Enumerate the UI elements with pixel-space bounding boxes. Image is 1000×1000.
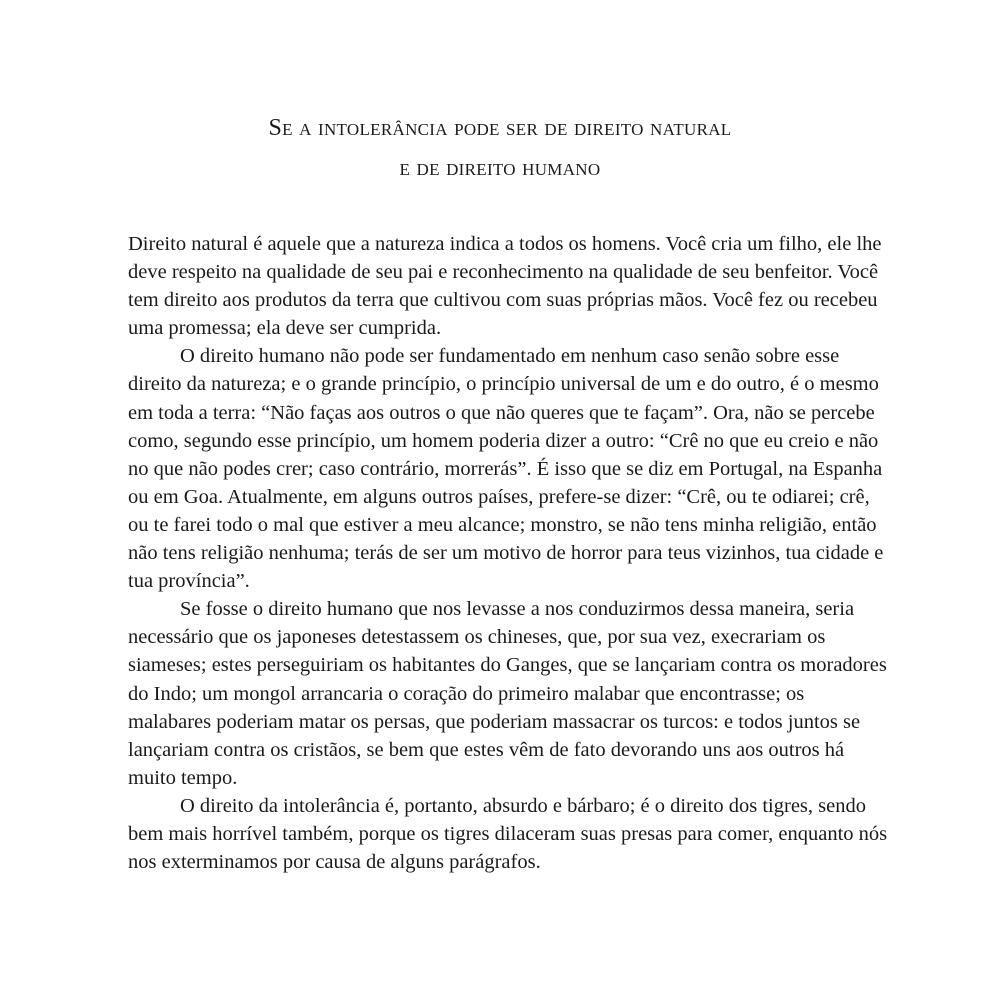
paragraph-1: Direito natural é aquele que a natureza indica a todos os homens. Você cria um filho, ele lhe deve respeito na qualidade de seu pai e reconhecimento na qualidade de seu benfeitor. Você tem direito aos produtos da terra que cultivou com suas próprias mãos. Você fez ou recebeu uma promessa; ela deve ser cumprida. — [128, 233, 882, 340]
chapter-body — [128, 230, 888, 876]
paragraph-4: O direito da intolerância é, portanto, absurdo e bárbaro; é o direito dos tigres, sendo bem mais horrível também, porque os tigres dilaceram suas presas para comer, enquanto nós nos exterminamos por causa de alguns parágrafos. — [128, 794, 888, 874]
paragraph-3: Se fosse o direito humano que nos levasse a nos conduzirmos dessa maneira, seria necessário que os japoneses detestassem os chineses, que, por sua vez, execrariam os siameses; estes perseguiriam os habitantes do Ganges, que se lançariam contra os moradores do Indo; um mongol arrancaria o coração do primeiro malabar que encontrasse; os malabares poderiam matar os persas, que poderiam massacrar os turcos: e todos juntos se lançariam contra os cristãos, se bem que estes vêm de fato devorando uns aos outros há muito tempo. — [128, 598, 887, 789]
chapter-title-line-2: e de direito humano — [399, 155, 601, 181]
paragraph-2: O direito humano não pode ser fundamentado em nenhum caso senão sobre esse direito da natureza; e o grande princípio, o princípio universal de um e do outro, é o mesmo em toda a terra: “Não faças aos outros o que não queres que te façam”. Ora, não se percebe como, segundo esse princípio, um homem poderia dizer a outro: “Crê no que eu creio e não no que não podes crer; caso contrário, morrerás”. É isso que se diz em Portugal, na Espanha ou em Goa. Atualmente, em alguns outros países, prefere-se dizer: “Crê, ou te odiarei; crê, ou te farei todo o mal que estiver a meu alcance; monstro, se não tens minha religião, então não tens religião nenhuma; terás de ser um motivo de horror para teus vizinhos, tua cidade e tua província”. — [128, 345, 884, 593]
chapter-title-line-1: Se a intolerância pode ser de direito natural — [268, 115, 732, 141]
